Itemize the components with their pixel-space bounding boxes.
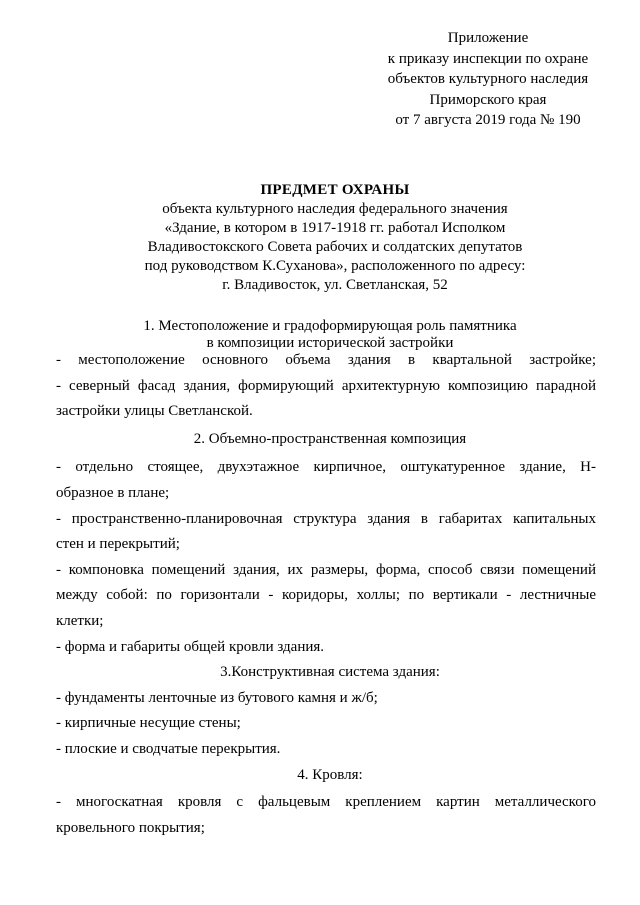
section-4-line: - многоскатная кровля с фальцевым креплением картин металлического bbox=[56, 794, 596, 810]
document-title: ПРЕДМЕТ ОХРАНЫ bbox=[260, 182, 410, 198]
section-1-line: застройки улицы Светланской. bbox=[56, 403, 253, 419]
appendix-header bbox=[370, 28, 606, 131]
title-line: «Здание, в котором в 1917-1918 гг. работал Исполком bbox=[164, 220, 506, 236]
section-2-line: - форма и габариты общей кровли здания. bbox=[56, 639, 325, 655]
section-2-heading: 2. Объемно-пространственная композиция bbox=[193, 431, 467, 447]
section-4-line: кровельного покрытия; bbox=[56, 820, 205, 836]
section-2-line: клетки; bbox=[56, 613, 104, 629]
section-2-line: образное в плане; bbox=[56, 485, 170, 501]
section-2-line: стен и перекрытий; bbox=[56, 536, 180, 552]
section-1-line: - северный фасад здания, формирующий архитектурную композицию парадной bbox=[56, 378, 596, 394]
appendix-line: к приказу инспекции по охране bbox=[387, 50, 589, 67]
section-3-line: - плоские и сводчатые перекрытия. bbox=[56, 741, 281, 757]
appendix-line: от 7 августа 2019 года № 190 bbox=[395, 112, 581, 128]
title-line: г. Владивосток, ул. Светланская, 52 bbox=[222, 277, 448, 293]
title-line: Владивостокского Совета рабочих и солдатских депутатов bbox=[147, 239, 523, 255]
section-1-line: - местоположение основного объема здания в квартальной застройке; bbox=[56, 352, 596, 368]
section-3-heading: 3.Конструктивная система здания: bbox=[220, 664, 440, 680]
section-3-line: - фундаменты ленточные из бутового камня и ж/б; bbox=[56, 690, 378, 706]
title-line: объекта культурного наследия федерального значения bbox=[162, 201, 508, 217]
document-title-block bbox=[90, 181, 580, 295]
section-1-heading: 1. Местоположение и градоформирующая роль памятника bbox=[143, 318, 517, 334]
title-line: под руководством К.Суханова», расположенного по адресу: bbox=[144, 258, 526, 274]
section-2-line: - пространственно-планировочная структура здания в габаритах капитальных bbox=[56, 511, 596, 527]
section-2-line: - компоновка помещений здания, их размеры, форма, способ связи помещений bbox=[56, 562, 596, 578]
section-2-line: - отдельно стоящее, двухэтажное кирпичное, оштукатуренное здание, Н- bbox=[56, 459, 596, 475]
appendix-line: Приморского края bbox=[429, 91, 547, 108]
appendix-line: объектов культурного наследия bbox=[387, 71, 589, 87]
section-4-heading: 4. Кровля: bbox=[297, 767, 363, 783]
section-1-heading-cont: в композиции исторической застройки bbox=[206, 335, 454, 351]
section-2-line: между собой: по горизонтали - коридоры, холлы; по вертикали - лестничные bbox=[56, 587, 596, 603]
appendix-line: Приложение bbox=[447, 30, 529, 46]
section-3-line: - кирпичные несущие стены; bbox=[56, 715, 241, 731]
